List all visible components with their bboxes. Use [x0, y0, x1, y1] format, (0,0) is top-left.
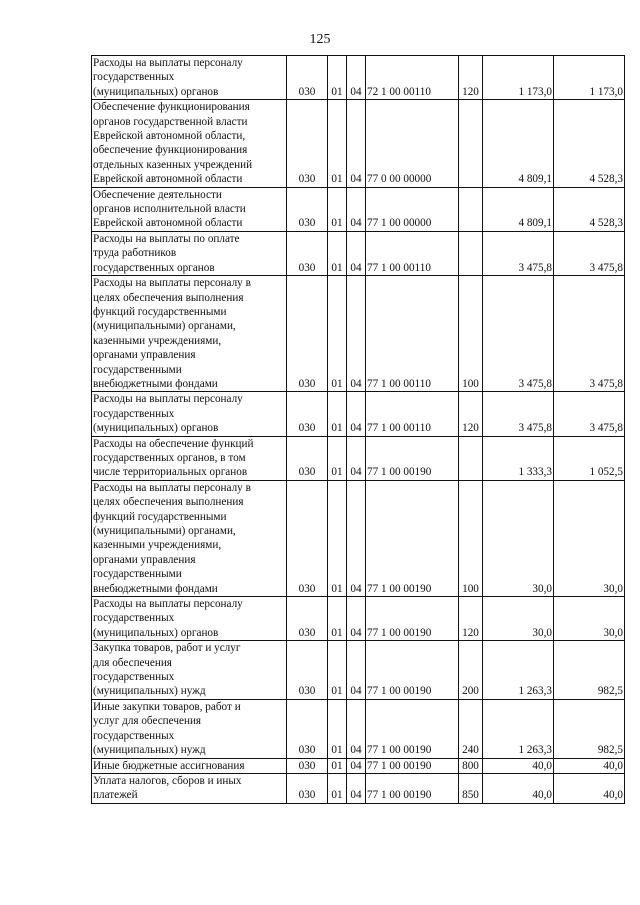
expense-name-cell [92, 480, 287, 596]
amount-year-1-cell: 1 173,0 [483, 56, 554, 100]
expense-name-line: целях обеспечения выполнения [93, 291, 244, 304]
expense-name-line: платежей [93, 789, 138, 802]
section-cell: 01 [328, 699, 347, 758]
section-cell: 01 [328, 187, 347, 231]
expense-name-line: государственных [93, 612, 175, 625]
expense-name-line: труда работников [93, 247, 177, 260]
target-article-cell: 72 1 00 00110 [366, 56, 459, 100]
expense-name-cell [92, 699, 287, 758]
expense-name-line: (муниципальными) органами, [93, 320, 236, 333]
subsection-cell: 04 [347, 392, 366, 436]
expense-name-line: Расходы на выплаты персоналу [93, 598, 243, 611]
section-cell: 01 [328, 392, 347, 436]
table-row [92, 699, 625, 758]
table-row [92, 392, 625, 436]
ministry-code-cell: 030 [287, 436, 328, 480]
expense-name-cell [92, 436, 287, 480]
amount-year-2-cell: 3 475,8 [554, 392, 625, 436]
amount-year-1-cell: 3 475,8 [483, 231, 554, 275]
expense-name-line: государственных [93, 407, 175, 420]
ministry-code-cell: 030 [287, 758, 328, 773]
ministry-code-cell: 030 [287, 597, 328, 641]
amount-year-1-cell: 1 333,3 [483, 436, 554, 480]
ministry-code-cell: 030 [287, 641, 328, 700]
section-cell: 01 [328, 641, 347, 700]
subsection-cell: 04 [347, 597, 366, 641]
expense-type-cell: 850 [459, 773, 483, 803]
amount-year-1-cell: 30,0 [483, 597, 554, 641]
expense-type-cell: 100 [459, 480, 483, 596]
budget-table [91, 55, 625, 804]
ministry-code-cell: 030 [287, 699, 328, 758]
ministry-code-cell: 030 [287, 56, 328, 100]
expense-name-line: Расходы на обеспечение функций [93, 437, 254, 450]
table-row [92, 187, 625, 231]
expense-name-line: Закупка товаров, работ и услуг [93, 642, 241, 655]
amount-year-1-cell: 1 263,3 [483, 699, 554, 758]
table-row [92, 100, 625, 187]
section-cell: 01 [328, 231, 347, 275]
expense-type-cell [459, 187, 483, 231]
expense-type-cell [459, 436, 483, 480]
table-row [92, 773, 625, 803]
target-article-cell: 77 1 00 00190 [366, 758, 459, 773]
expense-name-line: Еврейской автономной области, [93, 130, 246, 143]
expense-name-cell [92, 597, 287, 641]
expense-name-line: органами управления [93, 349, 196, 362]
section-cell: 01 [328, 773, 347, 803]
expense-name-line: Еврейской автономной области [93, 217, 243, 230]
expense-name-line: (муниципальных) нужд [93, 744, 206, 757]
ministry-code-cell: 030 [287, 231, 328, 275]
expense-name-line: Еврейской автономной области [93, 173, 243, 186]
target-article-cell: 77 1 00 00190 [366, 773, 459, 803]
target-article-cell: 77 1 00 00000 [366, 187, 459, 231]
expense-name-line: государственными [93, 568, 182, 581]
expense-name-line: (муниципальными) органами, [93, 525, 236, 537]
target-article-cell: 77 0 00 00000 [366, 100, 459, 187]
amount-year-2-cell: 982,5 [554, 699, 625, 758]
amount-year-1-cell: 40,0 [483, 773, 554, 803]
table-row [92, 276, 625, 392]
expense-name-line: услуг для обеспечения [93, 715, 202, 728]
expense-name-cell [92, 187, 287, 231]
section-cell: 01 [328, 276, 347, 392]
expense-name-line: Расходы на выплаты по оплате [93, 232, 240, 245]
expense-name-line: числе территориальных органов [93, 466, 248, 479]
section-cell: 01 [328, 597, 347, 641]
expense-name-line: функций государственными [93, 305, 227, 318]
expense-name-line: внебюджетными фондами [93, 582, 218, 595]
subsection-cell: 04 [347, 758, 366, 773]
table-row [92, 436, 625, 480]
subsection-cell: 04 [347, 699, 366, 758]
expense-name-line: Иные бюджетные ассигнования [93, 759, 245, 772]
expense-type-cell: 100 [459, 276, 483, 392]
expense-name-line: отдельных казенных учреждений [93, 158, 253, 171]
expense-name-line: Обеспечение деятельности [93, 188, 222, 201]
section-cell: 01 [328, 100, 347, 187]
subsection-cell: 04 [347, 56, 366, 100]
amount-year-2-cell: 3 475,8 [554, 231, 625, 275]
ministry-code-cell: 030 [287, 187, 328, 231]
ministry-code-cell: 030 [287, 100, 328, 187]
amount-year-1-cell: 4 809,1 [483, 100, 554, 187]
expense-type-cell [459, 100, 483, 187]
table-row [92, 597, 625, 641]
expense-name-cell [92, 773, 287, 803]
section-cell: 01 [328, 56, 347, 100]
expense-name-line: (муниципальных) органов [93, 626, 219, 639]
expense-name-cell [92, 641, 287, 700]
target-article-cell: 77 1 00 00110 [366, 231, 459, 275]
expense-name-line: государственных органов, в том [93, 451, 246, 464]
expense-name-line: Обеспечение функционирования [93, 101, 250, 114]
amount-year-1-cell: 1 263,3 [483, 641, 554, 700]
amount-year-2-cell: 1 052,5 [554, 436, 625, 480]
amount-year-1-cell: 3 475,8 [483, 276, 554, 392]
amount-year-1-cell: 40,0 [483, 758, 554, 773]
subsection-cell: 04 [347, 187, 366, 231]
expense-name-line: Иные закупки товаров, работ и [93, 700, 241, 713]
expense-name-cell [92, 56, 287, 100]
expense-name-line: (муниципальных) нужд [93, 685, 206, 698]
section-cell: 01 [328, 480, 347, 596]
expense-name-line: внебюджетными фондами [93, 377, 218, 390]
expense-name-line: казенными учреждениями, [93, 539, 222, 552]
page-number: 125 [309, 32, 331, 47]
amount-year-2-cell: 982,5 [554, 641, 625, 700]
subsection-cell: 04 [347, 480, 366, 596]
target-article-cell: 77 1 00 00190 [366, 641, 459, 700]
target-article-cell: 77 1 00 00190 [366, 699, 459, 758]
ministry-code-cell: 030 [287, 276, 328, 392]
table-row [92, 758, 625, 773]
amount-year-2-cell: 4 528,3 [554, 187, 625, 231]
expense-name-line: Расходы на выплаты персоналу [93, 57, 243, 69]
expense-name-line: государственных [93, 71, 175, 84]
expense-name-line: целях обеспечения выполнения [93, 496, 244, 509]
amount-year-2-cell: 4 528,3 [554, 100, 625, 187]
expense-name-line: (муниципальных) органов [93, 85, 219, 98]
subsection-cell: 04 [347, 773, 366, 803]
expense-name-line: Уплата налогов, сборов и иных [93, 774, 242, 787]
expense-name-line: Расходы на выплаты персоналу [93, 393, 243, 406]
expense-name-cell [92, 231, 287, 275]
subsection-cell: 04 [347, 436, 366, 480]
expense-name-line: для обеспечения [93, 656, 172, 669]
expense-name-line: государственных [93, 671, 175, 684]
subsection-cell: 04 [347, 641, 366, 700]
ministry-code-cell: 030 [287, 392, 328, 436]
expense-type-cell: 120 [459, 597, 483, 641]
amount-year-2-cell: 1 173,0 [554, 56, 625, 100]
target-article-cell: 77 1 00 00190 [366, 436, 459, 480]
budget-table-body [92, 56, 625, 804]
expense-name-line: (муниципальных) органов [93, 422, 219, 435]
amount-year-1-cell: 4 809,1 [483, 187, 554, 231]
expense-name-line: органов государственной власти [93, 115, 248, 128]
amount-year-2-cell: 30,0 [554, 597, 625, 641]
amount-year-2-cell: 40,0 [554, 758, 625, 773]
amount-year-1-cell: 30,0 [483, 480, 554, 596]
expense-name-line: государственных [93, 729, 175, 742]
expense-name-cell [92, 392, 287, 436]
amount-year-2-cell: 3 475,8 [554, 276, 625, 392]
expense-name-line: казенными учреждениями, [93, 334, 222, 347]
target-article-cell: 77 1 00 00190 [366, 597, 459, 641]
expense-name-cell [92, 100, 287, 187]
subsection-cell: 04 [347, 276, 366, 392]
subsection-cell: 04 [347, 231, 366, 275]
expense-name-line: государственных органов [93, 261, 215, 274]
section-cell: 01 [328, 758, 347, 773]
expense-type-cell: 200 [459, 641, 483, 700]
amount-year-2-cell: 40,0 [554, 773, 625, 803]
table-row [92, 56, 625, 100]
expense-type-cell: 800 [459, 758, 483, 773]
target-article-cell: 77 1 00 00190 [366, 480, 459, 596]
expense-type-cell [459, 231, 483, 275]
table-row [92, 480, 625, 596]
expense-name-line: государственными [93, 363, 182, 376]
expense-name-cell [92, 758, 287, 773]
target-article-cell: 77 1 00 00110 [366, 276, 459, 392]
subsection-cell: 04 [347, 100, 366, 187]
expense-name-line: органов исполнительной власти [93, 203, 246, 216]
section-cell: 01 [328, 436, 347, 480]
ministry-code-cell: 030 [287, 480, 328, 596]
expense-name-line: обеспечение функционирования [93, 144, 248, 157]
table-row [92, 641, 625, 700]
amount-year-2-cell: 30,0 [554, 480, 625, 596]
expense-name-line: Расходы на выплаты персоналу в [93, 277, 251, 290]
amount-year-1-cell: 3 475,8 [483, 392, 554, 436]
expense-name-cell [92, 276, 287, 392]
expense-name-line: органами управления [93, 553, 196, 566]
expense-name-line: Расходы на выплаты персоналу в [93, 481, 251, 494]
expense-name-line: функций государственными [93, 510, 227, 523]
table-row [92, 231, 625, 275]
target-article-cell: 77 1 00 00110 [366, 392, 459, 436]
ministry-code-cell: 030 [287, 773, 328, 803]
expense-type-cell: 120 [459, 392, 483, 436]
expense-type-cell: 120 [459, 56, 483, 100]
expense-type-cell: 240 [459, 699, 483, 758]
